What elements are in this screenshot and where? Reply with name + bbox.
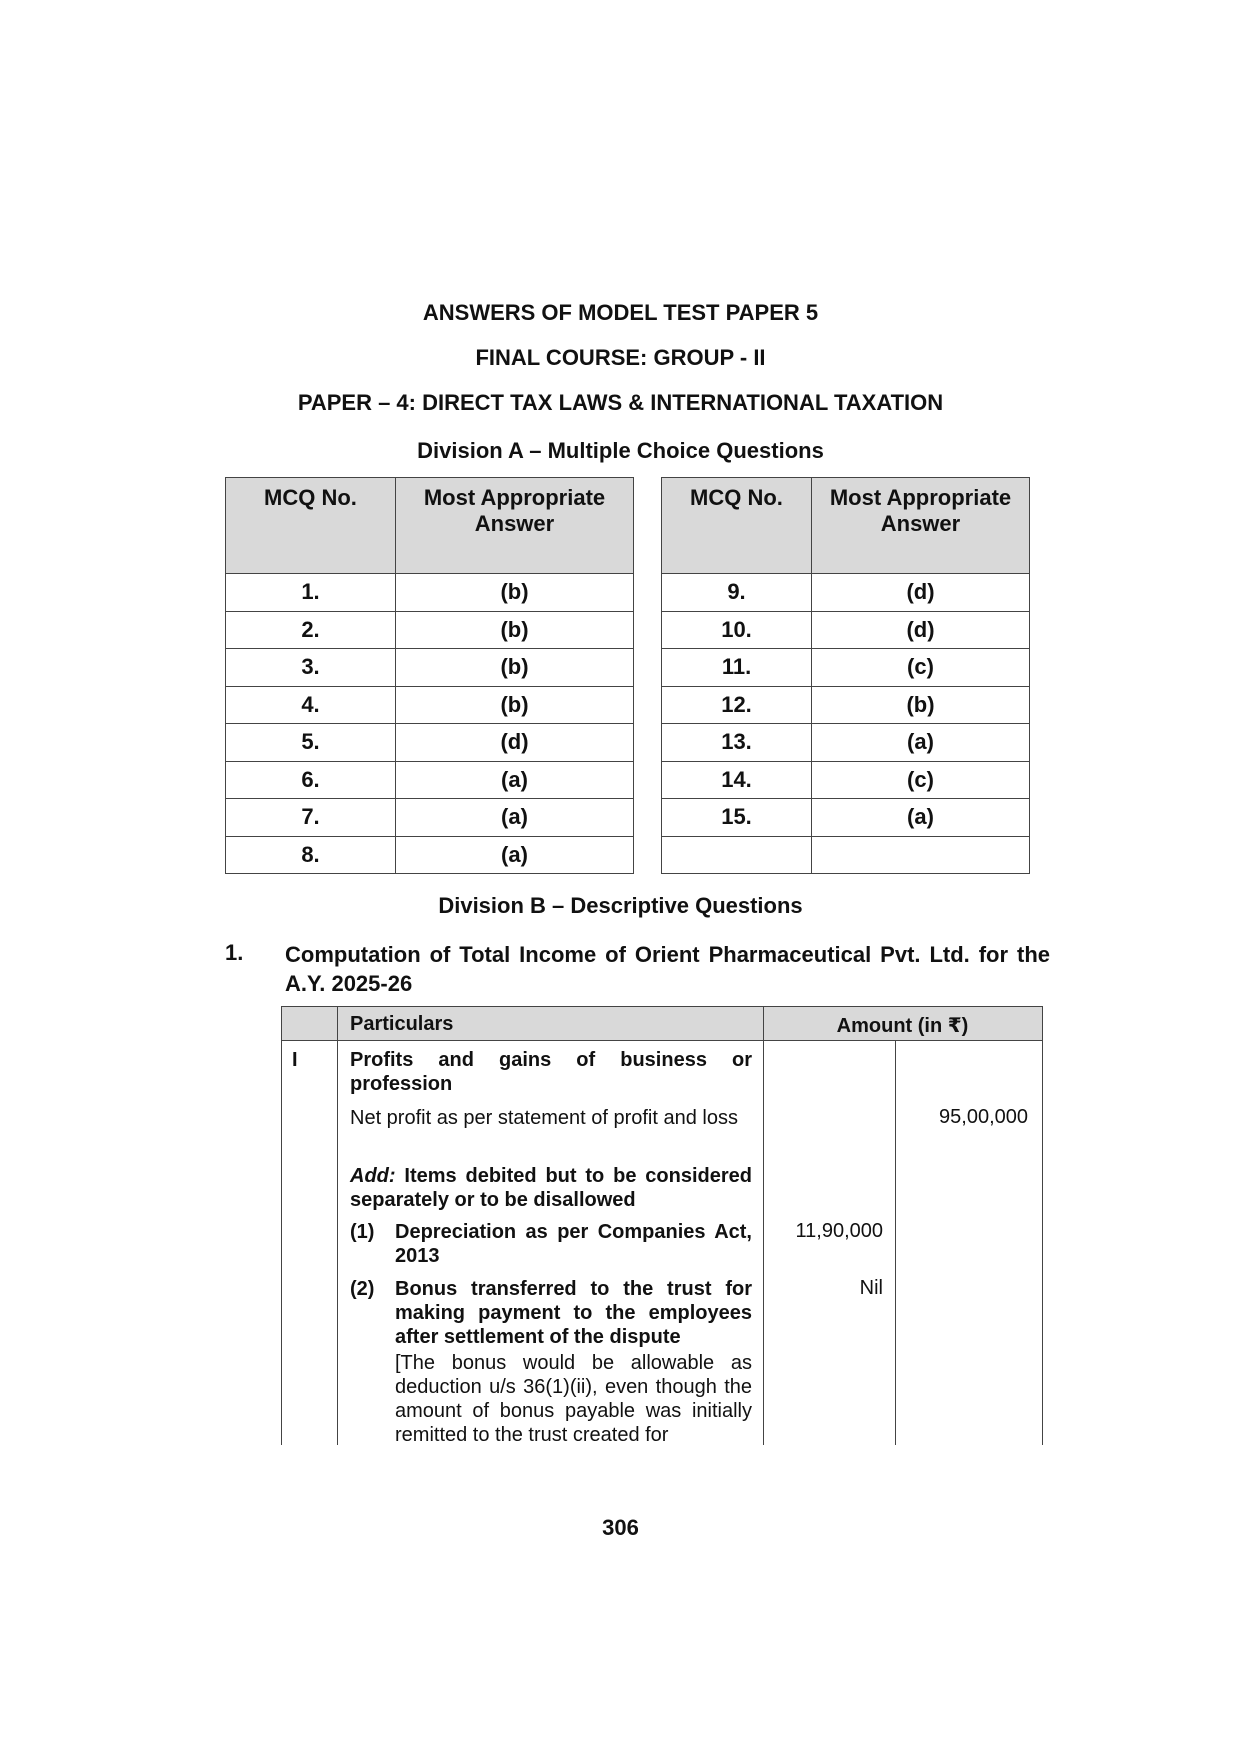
mcq-no-header: MCQ No. [662,478,812,574]
mcq-no: 6. [226,761,396,799]
mcq-answer: (c) [812,761,1030,799]
mcq-answer: (a) [812,799,1030,837]
computation-table [281,1006,1043,1445]
paper-title: PAPER – 4: DIRECT TAX LAWS & INTERNATIONAL TAXATION [297,390,944,415]
section-id: I [292,1049,298,1071]
table-row [662,686,1030,724]
mcq-no: 5. [226,724,396,762]
item-text: Depreciation as per Companies Act, 2013 [395,1221,752,1267]
mcq-answer: (c) [812,649,1030,687]
table-row [226,761,634,799]
table-row [662,836,1030,874]
table-row [226,686,634,724]
question-number: 1. [225,940,244,965]
net-profit-value: 95,00,000 [939,1106,1028,1128]
mcq-no [662,836,812,874]
doc-title: ANSWERS OF MODEL TEST PAPER 5 [422,300,819,325]
table-row [226,799,634,837]
table-row [662,574,1030,612]
mcq-table-left [225,477,634,874]
mcq-answer: (b) [396,686,634,724]
mcq-no: 2. [226,611,396,649]
mcq-no: 4. [226,686,396,724]
table-row [662,611,1030,649]
amount-header: Amount (in ₹) [836,1015,969,1037]
mcq-no: 9. [662,574,812,612]
table-row [226,574,634,612]
mcq-no: 15. [662,799,812,837]
mcq-no: 3. [226,649,396,687]
mcq-answer: (a) [396,761,634,799]
mcq-no: 12. [662,686,812,724]
table-row [662,724,1030,762]
table-row [662,761,1030,799]
division-b-title: Division B – Descriptive Questions [438,893,803,918]
course-title: FINAL COURSE: GROUP - II [475,345,766,370]
item-text: Bonus transferred to the trust for making payment to the employees after settlement of the dispute [395,1278,752,1348]
section-title: Profits and gains of business or profession [350,1049,752,1095]
division-a-title: Division A – Multiple Choice Questions [417,438,824,463]
table-row [226,724,634,762]
item-note: [The bonus would be allowable as deduction u/s 36(1)(ii), even though the amount of bonus payable was initially remitted to the trust created for [395,1352,752,1446]
item-value: Nil [859,1277,883,1299]
mcq-answer: (a) [396,836,634,874]
mcq-answer: (b) [812,686,1030,724]
add-prefix: Add: [350,1165,396,1187]
add-text: Items debited but to be considered separately or to be disallowed [350,1165,753,1211]
mcq-no: 1. [226,574,396,612]
mcq-answer [812,836,1030,874]
mcq-answer: (b) [396,574,634,612]
net-profit-label: Net profit as per statement of profit and loss [350,1107,738,1129]
mcq-answer: (d) [812,574,1030,612]
item-number: (2) [350,1278,375,1300]
table-row [226,836,634,874]
mcq-no: 14. [662,761,812,799]
mcq-table-right [661,477,1030,874]
mcq-answer: (a) [812,724,1030,762]
mcq-no-header: MCQ No. [226,478,396,574]
table-row [226,611,634,649]
page-number: 306 [602,1515,639,1540]
question-title: Computation of Total Income of Orient Pharmaceutical Pvt. Ltd. for the A.Y. 2025-26 [285,942,1050,996]
mcq-no: 10. [662,611,812,649]
particulars-header: Particulars [350,1013,454,1035]
mcq-no: 7. [226,799,396,837]
item-number: (1) [350,1221,375,1243]
mcq-answer-header: Most Appropriate Answer [396,478,634,574]
mcq-answer: (a) [396,799,634,837]
table-row [226,649,634,687]
table-row [662,799,1030,837]
mcq-no: 13. [662,724,812,762]
mcq-answer: (d) [812,611,1030,649]
mcq-no: 8. [226,836,396,874]
mcq-answer: (d) [396,724,634,762]
mcq-no: 11. [662,649,812,687]
table-row [662,649,1030,687]
mcq-answer-header: Most Appropriate Answer [812,478,1030,574]
mcq-answer: (b) [396,649,634,687]
add-heading [350,1164,752,1212]
item-value: 11,90,000 [795,1220,883,1242]
mcq-answer: (b) [396,611,634,649]
